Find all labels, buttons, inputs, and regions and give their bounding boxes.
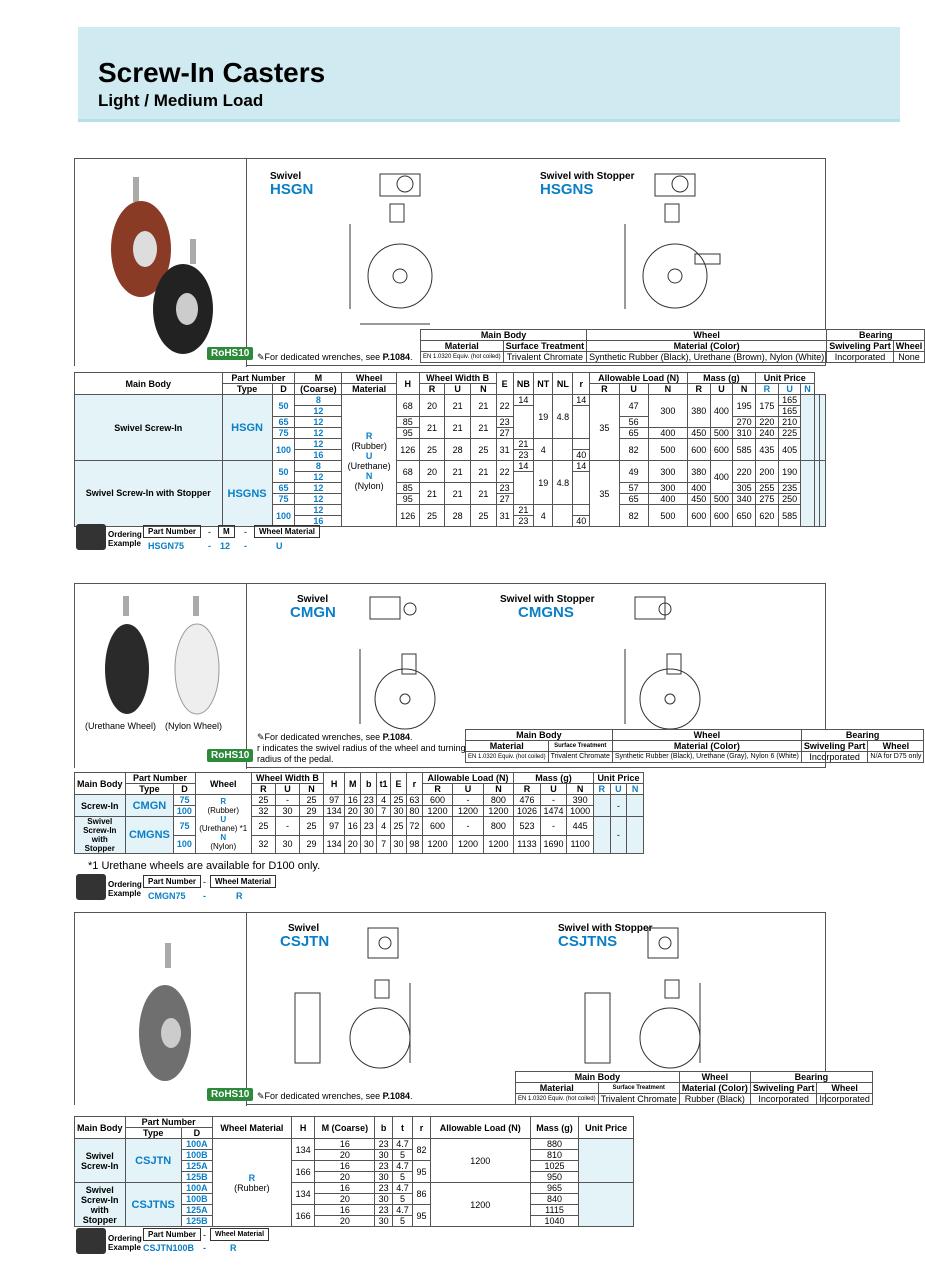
table-row: Swivel Screw-In with Stopper HSGNS 50 8 68 20 21 21 22 14 19 4.8 14 35 49 300 380 400 220 200 190 — [75, 461, 826, 472]
stopper-label: Swivel with Stopper — [540, 171, 635, 182]
swivel-model: HSGN — [270, 181, 314, 198]
table-row: 16 23 40 — [75, 450, 826, 461]
csjtn-drawing — [280, 918, 510, 1068]
stopper-model: HSGNS — [540, 181, 594, 198]
hsgn-photo — [75, 159, 250, 367]
table-row: 16 23 40 — [75, 516, 826, 527]
ordering-icon — [76, 1228, 106, 1254]
ordering-icon — [76, 524, 106, 550]
hsgn-drawing — [320, 164, 620, 334]
table-row: 100 32 30 29 134 20 30 7 30 98 1200 1200 1200 1133 1690 1100 — [75, 835, 644, 854]
rohs-badge: RoHS10 — [207, 749, 253, 762]
cmgns-drawing — [605, 589, 805, 739]
table-row: 125B 20 30 5 1040 — [75, 1216, 634, 1227]
hsgn-table: Main Body Part Number M Wheel H Wheel Width B E NB NT NL r Allowable Load (N) Mass (g) Unit Price Type D (Coarse) Material R U N R U N R U N R U N Swivel Screw-In HSGN 50 8 R (Rubber) U (Urethane) N (Nylon) 68 20 21 21 22 14 19 4.8 14 35 47 300 380 400 195 175 165 12 165 65 12 85 21 21 21 23 56 270 220 210 75 12 95 27 65 400 450 500 310 240 225 100 12 126 25 28 25 31 21 4 82 500 600 600 585 435 405 16 23 40 Swivel Screw-In with Stopper HSGNS 50 8 68 20 21 21 22 14 19 4.8 14 35 49 300 380 400 220 200 190 12 65 12 85 21 21 21 23 57 300 400 305 255 235 75 12 95 27 65 400 450 500 340 275 250 100 12 126 25 28 25 31 21 4 82 500 600 600 650 620 585 16 23 40 — [74, 372, 826, 527]
table-row: Swivel Screw-In CSJTN 100A R (Rubber) 134 16 23 4.7 82 1200 880 — [75, 1139, 634, 1150]
table-row: Screw-In CMGN 75 R (Rubber) U (Urethane) *1 N (Nylon) 25 - 25 97 16 23 4 25 63 600 - 800 476 - 390 - — [75, 795, 644, 806]
csjtn-panel: RoHS10 Swivel CSJTN Swivel with Stopper CSJTNS ✎For dedicated wrenches, see P.1084. Main Body Wheel Bearing Material Surface Treatment Material (Color) Swiveling Part Wheel EN 1.0320 Equiv. (hot coiled) Trivalent Chromate Rubber (Black) Incorporated Incorporated — [74, 912, 826, 1105]
wrench-note: ✎For dedicated wrenches, see P.1084. — [257, 352, 413, 362]
table-row: 100 32 30 29 134 20 30 7 30 80 1200 1200 1200 1026 1474 1000 — [75, 806, 644, 817]
csjtn-spec-table: Main Body Wheel Bearing Material Surface Treatment Material (Color) Swiveling Part Wheel EN 1.0320 Equiv. (hot coiled) Trivalent Chromate Rubber (Black) Incorporated Incorporated — [515, 1071, 873, 1105]
cmgn-photo: (Urethane Wheel) (Nylon Wheel) RoHS10 — [75, 584, 247, 769]
table-row: 100 12 126 25 28 25 31 21 4 82 500 600 600 650 620 585 — [75, 505, 826, 516]
page-header — [78, 27, 900, 122]
csjtn-photo — [75, 913, 250, 1106]
table-row: 75 12 95 27 65 400 450 500 340 275 250 — [75, 494, 826, 505]
cmgn-panel: (Urethane Wheel) (Nylon Wheel) RoHS10 Swivel CMGN Swivel with Stopper CMGNS ✎For dedicated wrenches, see P.1084. r indicates the swivel radius of the wheel and turning radius of the pedal. Main Body Wheel Bearing Material Surface Treatment Material (Color) Swiveling Part Wheel EN 1.0320 Equiv. (hot coiled) Trivalent Chromate Synthetic Rubber (Black), Urethane (Gray), Nylon 6 (White) Incorporated N/A for D75 only — [74, 583, 826, 768]
caster-photo-icon — [75, 913, 247, 1083]
ordering-icon — [76, 874, 106, 900]
table-row: 125A 166 16 23 4.7 95 1025 — [75, 1161, 634, 1172]
hsgn-spec-table: Main Body Wheel Bearing Material Surface Treatment Material (Color) Swiveling Part Wheel EN 1.0320 Equiv. (hot coiled) Trivalent Chromate Synthetic Rubber (Black), Urethane (Brown), Nylon (White) Incorporated None — [420, 329, 925, 363]
wheel-material-cell: R (Rubber) U (Urethane) N (Nylon) — [342, 395, 396, 527]
table-row: 100B 20 30 5 840 — [75, 1194, 634, 1205]
table-row: 125A 166 16 23 4.7 95 1115 — [75, 1205, 634, 1216]
wheel-material-cell: R (Rubber) — [212, 1139, 291, 1227]
footnote: *1 Urethane wheels are available for D100 only. — [88, 860, 321, 872]
table-row: 12 165 — [75, 406, 826, 417]
table-row: 125B 20 30 5 950 — [75, 1172, 634, 1183]
caster-photo-icon — [75, 584, 247, 734]
table-row: 75 12 95 27 65 400 450 500 310 240 225 — [75, 428, 826, 439]
caster-photo-icon — [75, 159, 247, 367]
cmgn-spec-table: Main Body Wheel Bearing Material Surface Treatment Material (Color) Swiveling Part Wheel EN 1.0320 Equiv. (hot coiled) Trivalent Chromate Synthetic Rubber (Black), Urethane (Gray), Nylon 6 (White) Incorporated N/A for D75 only — [465, 729, 924, 763]
cmgn-table: Main Body Part Number Wheel Wheel Width B H M b t1 E r Allowable Load (N) Mass (g) Unit Price Type D R U N R U N R U N R U N Screw-In CMGN 75 R (Rubber) U (Urethane) *1 N (Nylon) 25 - 25 97 16 23 4 25 63 600 - 800 476 - 390 - 100 32 30 29 134 20 30 7 30 80 1200 1200 1200 1026 1474 1000 Swivel Screw-In with Stopper CMGNS 75 25 - 25 97 16 23 4 25 72 600 - 800 523 - 445 - 100 32 30 29 134 20 30 7 30 98 1200 1200 1200 1133 1690 1100 — [74, 772, 644, 854]
table-row: 65 12 85 21 21 21 23 57 300 400 305 255 235 — [75, 483, 826, 494]
table-row: 100 12 126 25 28 25 31 21 4 82 500 600 600 585 435 405 — [75, 439, 826, 450]
rohs-badge: RoHS10 — [207, 347, 253, 360]
table-row: Swivel Screw-In with Stopper CMGNS 75 25 - 25 97 16 23 4 25 72 600 - 800 523 - 445 - — [75, 817, 644, 836]
csjtns-drawing — [570, 918, 800, 1068]
page-subtitle: Light / Medium Load — [98, 91, 264, 110]
wheel-material-cell: R (Rubber) U (Urethane) *1 N (Nylon) — [195, 795, 251, 854]
hsgn-panel — [74, 158, 923, 366]
hsgn-rows — [75, 395, 826, 527]
swivel-label: Swivel — [270, 171, 302, 182]
csjtn-table: Main Body Part Number Wheel Material H M (Coarse) b t r Allowable Load (N) Mass (g) Unit Price Type D Swivel Screw-In CSJTN 100A R (Rubber) 134 16 23 4.7 82 1200 880 100B 20 30 5 810 125A 166 16 23 4.7 95 1025 125B 20 30 5 950 Swivel Screw-In with Stopper CSJTNS 100A 134 16 23 4.7 86 1200 965 100B 20 30 5 840 125A 166 16 23 4.7 95 1115 125B 20 30 5 1040 — [74, 1116, 634, 1227]
table-row: 12 — [75, 472, 826, 483]
table-row: Swivel Screw-In with Stopper CSJTNS 100A 134 16 23 4.7 86 1200 965 — [75, 1183, 634, 1194]
cmgn-drawing — [330, 589, 530, 739]
table-row: Swivel Screw-In HSGN 50 8 R (Rubber) U (Urethane) N (Nylon) 68 20 21 21 22 14 19 4.8 14 35 47 300 380 400 195 175 165 — [75, 395, 826, 406]
hsgns-drawing — [595, 164, 895, 334]
rohs-badge: RoHS10 — [207, 1088, 253, 1101]
page-title: Screw-In Casters — [98, 57, 326, 88]
table-row: 65 12 85 21 21 21 23 56 270 220 210 — [75, 417, 826, 428]
table-row: 100B 20 30 5 810 — [75, 1150, 634, 1161]
